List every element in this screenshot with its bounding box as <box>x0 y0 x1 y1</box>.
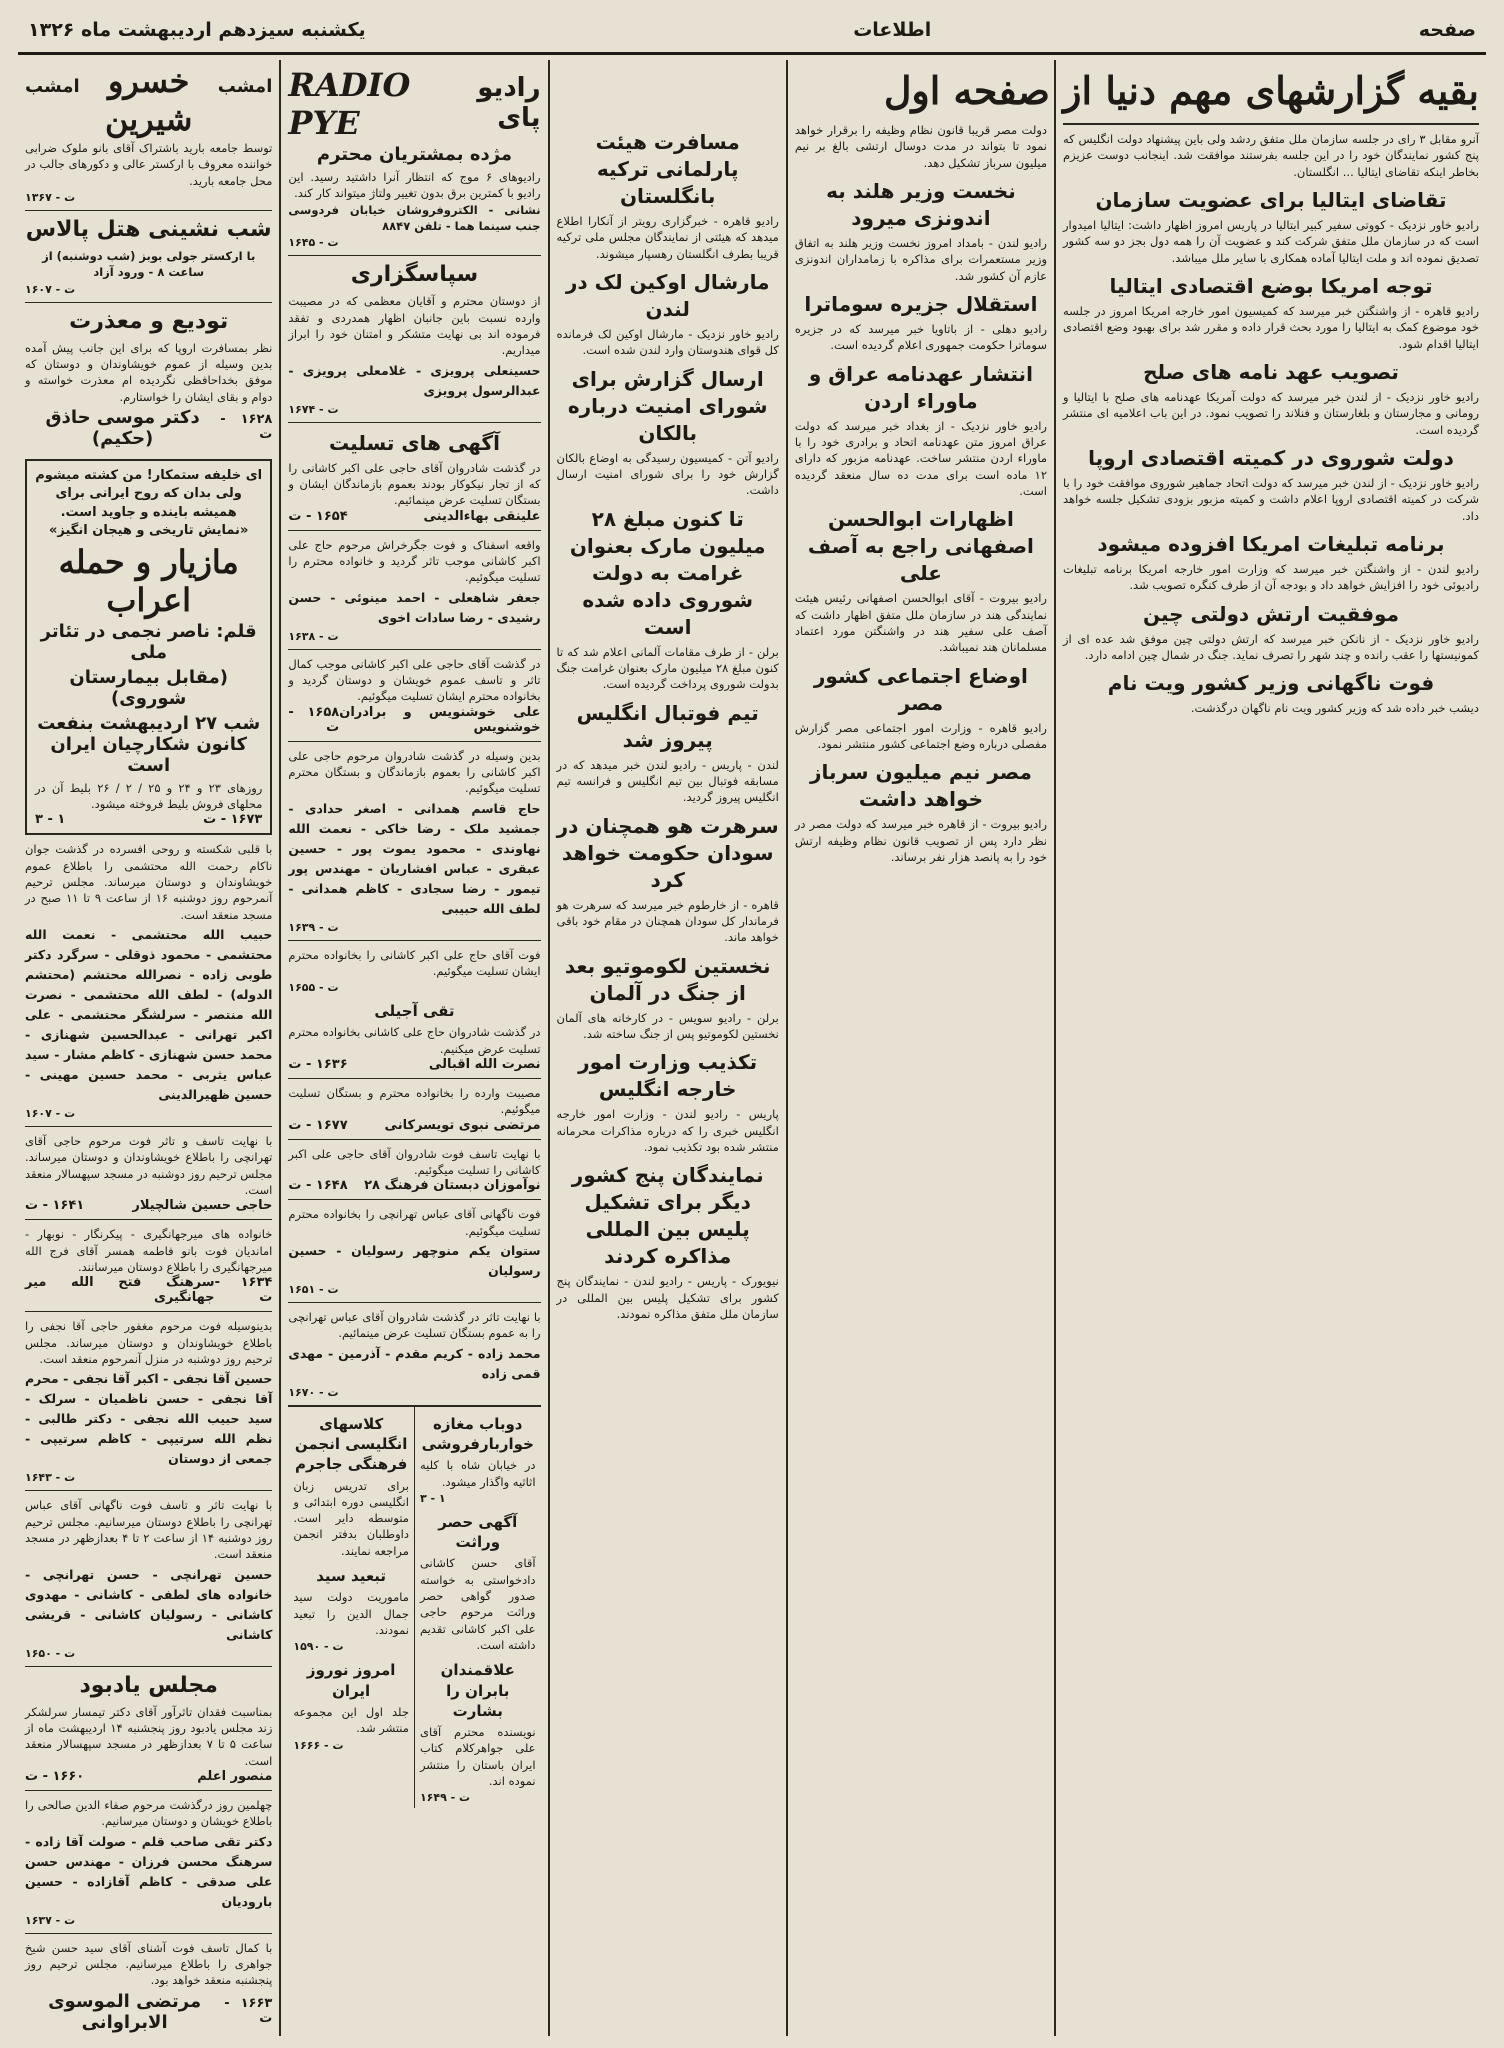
play-ad-body: توسط جامعه بارید باشتراک آقای بانو ملوک ضرابی خواننده معروف با ارکستر عالی و دکورهای جالب در محل جامعه بارید. <box>24 141 273 188</box>
ad-code: ۱۶۳۹ - ت <box>288 920 339 934</box>
small-ad-body: جلد اول این مجموعه منتشر شد. <box>293 1704 409 1736</box>
divider <box>25 1790 272 1791</box>
divider <box>288 649 540 650</box>
news-body: رادیو لندن - بامداد امروز نخست وزیر هلند به اتفاق وزیر مستعمرات برای مذاکره با زمامداران اندونزی عازم آن کشور شد. <box>794 235 1047 283</box>
condolence-names: حبیب الله محتشمی - نعمت الله محتشمی - محمود ذوقلی - سرگرد دکتر طوبی زاده - نصرالله محتشم (محتشم الدوله) - لطف الله محتشمی - نصرت الله منتصر - سرلشگر محتشمی - علی اکبر تهرانی - عبدالحسین شهنازی - محمد حسن شهنازی - کاظم مشار - سید عباس یثربی - محمد حسین مهینی - حسین ظهیرالدینی <box>24 927 273 1103</box>
play-footer <box>35 812 262 827</box>
play-date: شب ۲۷ اردیبهشت بنفعت کانون شکارچیان ایران است <box>37 712 261 776</box>
lead-paragraph: دولت مصر قریبا قانون نظام وظیفه را برقرار خواهد نمود تا بتواند در مدت دوسال ارتشی بالغ بر نیم میلیون سرباز تشکیل دهد. <box>794 123 1047 170</box>
world-news-column-middle <box>788 60 1056 2036</box>
ad-code: ۱۶۰۷ - ت <box>24 1107 76 1121</box>
small-ad-body: آقای حسن کاشانی دادخواستی به خواسته صدور گواهی حصر وراثت مرحوم حاجی علی اکبر کاشانی تقدیم داشته است. <box>419 1556 536 1653</box>
divider <box>25 302 272 303</box>
condolence-footer <box>288 1178 540 1193</box>
ad-code: ۱۶۵۴ - ت <box>288 508 348 524</box>
play-body: روزهای ۲۳ و ۲۴ و ۲۵ / ۲ / ۲۶ بلیط آن در محلهای فروش بلیط فروخته میشود. <box>34 780 263 812</box>
tonight-label: امشب <box>24 76 80 97</box>
condolence-section-heading: آگهی های تسلیت <box>329 430 500 455</box>
news-body: رادیو قاهره - از واشنگتن خبر میرسد که کمیسیون امور خارجه امریکا امروز در جلسه خود موضوع کمک به ایتالیا را مورد بحث قرار داده و مقرر شد برای بهبود وضع اقتصادی ایتالیا اقدام شود. <box>1063 303 1479 351</box>
news-headline: نخستین لکوموتیو بعد از جنگ در آلمان <box>564 953 771 1005</box>
news-headline: مسافرت هیئت پارلمانی ترکیه بانگلستان <box>595 130 740 208</box>
divider <box>25 1490 272 1491</box>
news-headline: تا کنون مبلغ ۲۸ میلیون مارک بعنوان غرامت به دولت شوروی داده شده است <box>569 506 766 639</box>
news-headline: موفقیت ارتش دولتی چین <box>1143 601 1399 626</box>
condolence-footer <box>25 1198 272 1213</box>
news-body: رادیو خاور نزدیک - کووتی سفیر کبیر ایتالیا در پاریس امروز اظهار داشت: ایتالیا امیدوار است که در سازمان ملل متفق شرکت کند و عضویت آن را همه دول بجز دو سه کشور تصدیق نموده اند و ملت ایتالیا آماده همکاری با سایر ملل میباشد. <box>1063 217 1479 265</box>
world-news-column-left <box>550 60 788 2036</box>
divider <box>25 1126 272 1127</box>
ad-code: ۱۶۷۰ - ت <box>288 1385 339 1399</box>
condolence-names: ستوان یکم منوچهر رسولیان - حسین رسولیان <box>288 1243 541 1279</box>
condolence-body: فوت ناگهانی آقای عباس تهرانچی را بخانواده محترم تسلیت میگوئیم. <box>288 1207 541 1238</box>
hotel-palace-body: با ارکستر جولی بوبز (شب دوشنبه) از ساعت ۸ - ورود آزاد <box>42 248 256 280</box>
small-ad-body: در خیابان شاه با کلیه اثاثیه واگذار میشود. <box>419 1458 536 1489</box>
thanks-body: از دوستان محترم و آقایان معظمی که در مصیبت وارده نسبت باین جانبان اظهار همدردی و تفقد فرموده اند بی نهایت متشکر و امتنان خود را ابراز میداریم. <box>288 294 541 358</box>
memorial-body: بمناسبت فقدان تاثرآور آقای دکتر تیمسار سرلشکر زند مجلس یادبود روز پنجشنبه ۱۴ اردیبهشت ماه از ساعت ۵ تا ۷ بعدازظهر در مسجد سپهسالار منعقد است. <box>24 1704 273 1768</box>
condolence-body: مصیبت وارده را بخانواده محترم و بستگان تسلیت میگوئیم. <box>288 1086 541 1117</box>
condolence-footer <box>25 1275 272 1305</box>
hotel-palace-heading: شب نشینی هتل پالاس <box>25 216 272 242</box>
condolence-footer <box>288 705 540 735</box>
divider <box>288 1139 540 1140</box>
tonight-label: امشب <box>217 76 273 97</box>
ad-code: ۱۶۵۰ - ت <box>24 1646 76 1660</box>
ad-code: ۱۶۰۷ - ت <box>24 282 76 296</box>
news-headline: سرهرت هو همچنان در سودان حکومت خواهد کرد <box>556 813 779 892</box>
news-headline: تیم فوتبال انگلیس پیروز شد <box>576 700 759 752</box>
ad-code: ۱۶۴۸ - ت <box>288 1178 348 1194</box>
play-ad-header <box>25 60 272 140</box>
news-headline: توجه امریکا بوضع اقتصادی ایتالیا <box>1109 273 1433 298</box>
divider <box>288 255 540 256</box>
divider <box>288 530 540 531</box>
divider <box>25 1219 272 1220</box>
lead-paragraph: آنرو مقابل ۳ رای در جلسه سازمان ملل متفق ردشد ولی باین پیشنهاد دولت انگلیس که پنج کشور نمایندگان خود را در این جلسه بفرستند موافقت شد. اینجانب دوست عزیزم بخاطر اینکه تقاضای ایتالیا ... انگلستان. <box>1063 132 1480 179</box>
farewell-footer <box>25 405 272 453</box>
news-headline: مارشال اوکین لک در لندن <box>565 269 770 321</box>
news-body: برلن - از طرف مقامات آلمانی اعلام شد که تا کنون مبلغ ۲۸ میلیون مارک بعنوان غرامت جنگ بدولت شوروی پرداخت گردیده است. <box>556 644 779 692</box>
small-ad-heading: امروز نوروز ایران <box>306 1661 396 1700</box>
news-body: برلن - رادیو سویس - در کارخانه های آلمان نخستین لکوموتیو پس از جنگ ساخته شد. <box>556 1010 779 1041</box>
small-ad-heading: کلاسهای انگلیسی انجمن فرهنگی جاجرم <box>294 1414 408 1474</box>
ads-column <box>281 60 549 2036</box>
thanks-names: حسینعلی پرویزی - غلامعلی پرویزی - عبدالرسول پرویزی <box>288 362 541 398</box>
condolence-body: با نهایت تاثر در گذشت شادروان آقای عباس تهرانچی را به عموم بستگان تسلیت عرض مینمائیم. <box>288 1310 541 1341</box>
ad-code: ۱۶۳۶ - ت <box>288 1057 348 1073</box>
divider <box>25 1311 272 1312</box>
ad-code: ۱۵۹۰ - ت <box>293 1640 344 1654</box>
radio-ad-address: نشانی - الکتروفروشان خیابان فردوسی جنب سینما هما - تلفن ۸۸۴۷ <box>288 202 541 233</box>
condolence-body: در گذشت آقای حاجی علی اکبر کاشانی موجب کمال تاثر و تاسف عموم خویشان و دوستان گردید و بخانواده محترم ایشان تسلیت میگوئیم. <box>288 656 541 704</box>
condolence-signature: مرتضی الموسوی الابراوانی <box>48 1990 202 2033</box>
news-body: دیشب خبر داده شد که وزیر کشور ویت نام ناگهان درگذشت. <box>1190 701 1479 716</box>
divider <box>288 1078 540 1079</box>
news-body: رادیو قاهره - وزارت امور اجتماعی مصر گزارش مفصلی درباره وضع اجتماعی کشور منتشر نمود. <box>794 720 1047 751</box>
divider <box>288 940 540 941</box>
small-ad-heading: علاقمندان بابران را بشارت <box>440 1661 515 1720</box>
condolence-names: محمد زاده - کریم مقدم - آذرمین - مهدی قمی زاده <box>288 1345 541 1381</box>
farewell-heading: تودیع و معذرت <box>69 308 229 334</box>
condolence-body: با نهایت تاسف فوت شادروان آقای حاجی علی اکبر کاشانی را تسلیت میگوئیم. <box>288 1146 541 1178</box>
ad-code: ۱۶۶۳ - ت <box>224 1995 273 2026</box>
news-body: رادیو بیروت - از قاهره خبر میرسد که دولت مصر در نظر دارد پس از تصویب قانون نظام وظیفه ارتش خود را به پانصد هزار نفر برساند. <box>794 817 1047 864</box>
condolence-body: با نهایت تاسف و تاثر فوت مرحوم حاجی آقای تهرانچی را باطلاع خویشاوندان و دوستان میرساند. مجلس ترحیم روز دوشنبه در مسجد سپهسالار منعقد است. <box>24 1134 273 1198</box>
condolence-body: با کمال تاسف فوت آشنای آقای سید حسن شیخ جواهری را باطلاع میرسانیم. مجلس ترحیم روز پنجشنبه منعقد خواهد بود. <box>24 1940 273 1988</box>
news-body: لندن - پاریس - رادیو لندن خبر میدهد که در مسابقه فوتبال بین تیم انگلیس و فرانسه تیم انگلیس پیروز گردید. <box>556 757 779 805</box>
farewell-signature: دکتر موسی حاذق (حکیم) <box>45 406 200 449</box>
radio-pye-persian: رادیو پای <box>477 73 541 133</box>
ad-code: ۱۶۷۷ - ت <box>288 1117 348 1133</box>
page-label: صفحه <box>1418 19 1476 41</box>
news-headline: استقلال جزیره سوماترا <box>804 291 1038 316</box>
news-body: رادیو خاور نزدیک - مارشال اوکین لک فرمانده کل قوای هندوستان وارد لندن شده است. <box>556 326 779 358</box>
news-headline: اوضاع اجتماعی کشور مصر <box>813 663 1028 715</box>
condolence-footer <box>288 1057 540 1072</box>
play-title-maziar: مازیار و حمله اعراب <box>58 542 239 619</box>
ad-code: ۱۶۵۵ - ت <box>288 981 339 995</box>
divider <box>288 1199 540 1200</box>
small-ad-body: برای تدریس زبان انگلیسی دوره ابتدائی و متوسطه دایر است. داوطلبان بدفتر انجمن مراجعه نمایند. <box>293 1478 409 1558</box>
ad-code: ۱۶۶۶ - ت <box>293 1738 344 1752</box>
ad-code: ۱۳۶۷ - ت <box>24 190 76 204</box>
thanks-heading: سپاسگزاری <box>350 262 479 288</box>
farewell-body: نظر بمسافرت اروپا که برای این جانب پیش آمده بدین وسیله از عموم خویشاوندان و دوستان که موفق بخداحافظی نگردیده ام معذرت خواسته و دوام و بقای ایشان را خواستارم. <box>24 340 273 404</box>
condolence-signature: سرهنگ فتح الله میر جهانگیری <box>24 1275 215 1306</box>
small-ad-heading: تبعید سید <box>316 1567 387 1586</box>
news-body: رادیو خاور نزدیک - از لندن خبر میرسد که دولت اتحاد جماهیر شوروی موافقت خود را با شرکت در کمیته اقتصادی اروپا اعلام داشت و کمیته مزبور بزودی تشکیل جلسه خواهد داد. <box>1063 475 1479 523</box>
news-body: پاریس - رادیو لندن - وزارت امور خارجه انگلیس خبری را که درباره مذاکرات محرمانه منتشر شده بود تکذیب نمود. <box>556 1107 779 1154</box>
condolence-names: حسین آقا نجفی - اکبر آقا نجفی - محرم آقا نجفی - حسن ناظمیان - سرلک - سید حبیب الله نجفی - دکتر طالبی - نظم الله سرتیپی - کاظم سرتیپی - جمعی از دوستان <box>24 1371 273 1467</box>
condolence-body: در گذشت شادروان حاج علی کاشانی بخانواده محترم تسلیت عرض میکنیم. <box>288 1025 541 1056</box>
paper-name: اطلاعات <box>853 19 932 41</box>
news-headline: انتشار عهدنامه عراق و ماوراء اردن <box>808 361 1033 413</box>
news-headline: نمایندگان پنج کشور دیگر برای تشکیل پلیس بین المللی مذاکره کردند <box>571 1163 764 1269</box>
memorial-signature: منصور اعلم <box>197 1768 273 1784</box>
condolence-body: بدینوسیله فوت مرحوم مغفور حاجی آقا نجفی را باطلاع خویشاوندان و دوستان میرساند. مجلس ترحیم روز دوشنبه در منزل آنمرحوم منعقد است. <box>24 1319 273 1367</box>
condolence-signature: علی خوشنویس و برادران خوشنویس <box>339 704 541 735</box>
divider <box>288 741 540 742</box>
radio-ad-subtitle: مژده بمشتریان محترم <box>316 144 513 165</box>
memorial-heading: مجلس یادبود <box>79 1672 218 1698</box>
news-body: رادیو خاور نزدیک - از لندن خبر میرسد که دولت آمریکا عهدنامه های صلح با ایتالیا و رومانی و مجارستان و بلغارستان و فنلاند را تصویب نمود. در این باب اعلامیه ای منتشر گردیده است. <box>1063 389 1479 437</box>
news-body: رادیو لندن - از واشنگتن خبر میرسد که وزارت امور خارجه امریکا برنامه تبلیغات رادیوئی خود را افزایش خواهد داد و بودجه آن از طرف کنگره تصویب شد. <box>1063 561 1479 593</box>
condolence-body: واقعه اسفناک و فوت جگرخراش مرحوم حاج علی اکبر کاشانی موجب تاثر گردید و خانواده محترم را تسلیت میگوئیم. <box>288 537 541 585</box>
memorial-footer <box>25 1769 272 1784</box>
play-intro: ای خلیفه ستمکار! من کشته میشوم ولی بدان که روح ایرانی برای همیشه باینده و جاوید است. «نمایش تاریخی و هیجان انگیز» <box>35 467 263 539</box>
small-ads-row <box>288 1405 540 1809</box>
divider <box>288 1302 540 1303</box>
news-headline: تکذیب وزارت امور خارجه انگلیس <box>578 1050 758 1102</box>
news-headline: ارسال گزارش برای شورای امنیت درباره بالکان <box>567 366 768 445</box>
condolence-signature: حاجی حسین شالچیلار <box>132 1198 273 1214</box>
news-body: رادیو خاور نزدیک - از بغداد خبر میرسد که دولت عراق امروز متن عهدنامه اتحاد و برادری خود را با ماوراء اردن منتشر ساخت. عهدنامه مزبور که دارای ۱۲ ماده است برای مدت ده سال منعقد گردیده است. <box>794 418 1047 498</box>
small-ad-heading: دوباب مغازه خواربارفروشی <box>421 1414 534 1453</box>
news-body: رادیو بیروت - آقای ابوالحسن اصفهانی رئیس هیئت نمایندگی هند در سازمان ملل متفق اظهار داشت که آصف علی سفیر هند در واشنگتن مورد اعتماد مسلمانان هند نمیباشد. <box>794 591 1047 655</box>
condolence-names: حاج قاسم همدانی - اصغر حدادی - جمشید ملک - رضا خاکی - نعمت الله نهاوندی - محمود یموت پور - حسین عبقری - عباس افشاریان - مهندس پور تیمور - رضا سجادی - کاظم همدانی - لطف الله حبیبی <box>288 800 541 916</box>
small-ad <box>288 1407 415 1809</box>
divider <box>25 210 272 211</box>
condolence-body: در گذشت شادروان آقای حاجی علی اکبر کاشانی را که از تجار نیکوکار بودند بعموم بازماندگان ایشان و بستگان تسلیت عرض مینمائیم. <box>288 460 541 508</box>
news-headline: اظهارات ابوالحسن اصفهانی راجع به آصف علی <box>807 507 1034 586</box>
radio-pye-ad-header <box>288 66 540 142</box>
small-ad-heading: آگهی حصر وراثت <box>438 1512 518 1552</box>
condolence-footer <box>288 509 540 524</box>
news-headline: نخست وزیر هلند به اندونزی میرود <box>826 178 1016 230</box>
ad-code: ۱۶۵۱ - ت <box>288 1283 339 1297</box>
condolence-body: بدین وسیله در گذشت شادروان مرحوم حاجی علی اکبر کاشانی را بعموم بازماندگان و بستگان محترم تسلیت میگوئیم. <box>288 748 541 796</box>
divider <box>25 1666 272 1667</box>
small-ad-body: نویسنده محترم آقای علی جواهرکلام کتاب ایران باستان را منتشر نموده اند. <box>419 1725 536 1789</box>
divider <box>25 1933 272 1934</box>
radio-pye-logo: RADIO PYE <box>288 66 411 142</box>
news-headline: برنامه تبلیغات امریکا افزوده میشود <box>1097 531 1445 556</box>
condolence-signature: مرتضی نبوی تویسرکانی <box>384 1117 541 1133</box>
radio-ad-body: رادیوهای ۶ موج که انتظار آنرا داشتید رسید. این رادیو با کمترین برق بدون تغییر ولتاژ میتواند کار کند. <box>288 170 541 201</box>
condolence-body: با قلبی شکسته و روحی افسرده در گذشت جوان ناکام رحمت الله محتشمی را باطلاع عموم خویشاوندان و دوستان میرساند. مجلس ترحیم آنمرحوم روز دوشنبه ۱۶ از ساعت ۹ تا ۱۱ صبح در مسجد منعقد است. <box>24 842 273 922</box>
condolence-body: چهلمین روز درگذشت مرحوم صفاء الدین صالحی را باطلاع خویشان و دوستان میرسانیم. <box>24 1797 273 1829</box>
ad-code: ۱۶۴۳ - ت <box>24 1471 76 1485</box>
small-ad-body: ماموریت دولت سید جمال الدین را تبعید نمودند. <box>293 1590 409 1638</box>
condolence-footer <box>288 1118 540 1133</box>
play-title-khosrow-shirin: خسرو شیرین <box>104 62 193 138</box>
news-body: قاهره - از خارطوم خبر میرسد که سرهرت هو فرماندار کل سودان همچنان در مقام خود باقی خواهد ماند. <box>556 897 779 945</box>
divider <box>288 422 540 423</box>
ad-code: ۱ - ۳ <box>34 812 66 828</box>
issue-date: یکشنبه سیزدهم اردیبهشت ماه ۱۳۲۶ <box>28 19 366 41</box>
condolence-body: خانواده های میرجهانگیری - پیکرنگار - نوبهار - اماندیان فوت بانو فاطمه همسر آقای فرج الله میرجهانگیری را باطلاع دوستان میرسانند. <box>24 1227 273 1275</box>
condolence-signature: نوآموزان دبستان فرهنگ ۲۸ <box>364 1178 541 1194</box>
ad-code: ۱۶۴۹ - ت <box>419 1791 471 1805</box>
condolence-footer <box>25 1989 272 2037</box>
ad-code: ۱۶۷۳ - ت <box>203 812 263 828</box>
condolence-body: فوت آقای حاج علی اکبر کاشانی را بخانواده محترم ایشان تسلیت میگوئیم. <box>288 947 541 978</box>
condolence-names: جعفر شاهعلی - احمد مینوئی - حسن رشیدی - رضا سادات اخوی <box>288 589 541 625</box>
ad-code: ۱۶۳۷ - ت <box>24 1913 76 1927</box>
news-headline: تقاضای ایتالیا برای عضویت سازمان <box>1095 187 1447 212</box>
continued-news-banner: بقیه گزارشهای مهم دنیا از صفحه اول <box>1063 60 1479 125</box>
ad-code: ۱۶۲۸ - ت <box>220 411 273 442</box>
ad-code: ۳ - ۱ <box>419 1491 446 1505</box>
ad-code: ۱۶۷۴ - ت <box>288 402 339 416</box>
ad-code: ۱۶۳۸ - ت <box>288 629 339 643</box>
ad-code: ۱۶۶۰ - ت <box>24 1768 85 1784</box>
condolence-names: حسین تهرانچی - حسن تهرانچی - خانواده های لطفی - کاشانی - مهدوی کاشانی - رسولیان کاشانی - قریشی کاشانی <box>24 1566 273 1642</box>
small-ad <box>415 1407 541 1809</box>
ad-code: ۱۶۴۵ - ت <box>288 236 339 250</box>
news-body: رادیو دهلی - از باتاویا خبر میرسد که در جزیره سوماترا حکومت جمهوری اعلام گردیده است. <box>794 321 1047 353</box>
news-headline: فوت ناگهانی وزیر کشور ویت نام <box>1107 671 1435 696</box>
ad-code: ۱۶۳۴ - ت <box>214 1275 273 1306</box>
play-author: قلم: ناصر نجمی در تئاتر ملی <box>40 620 257 663</box>
masthead <box>18 8 1486 55</box>
notices-column <box>18 60 281 2036</box>
news-body: نیویورک - پاریس - رادیو لندن - نمایندگان پنج کشور برای تشکیل پلیس بین المللی در سازمان ملل متفق مذاکره نمودند. <box>556 1274 779 1321</box>
news-body: رادیو قاهره - خبرگزاری رویتر از آنکارا اطلاع میدهد که هیئتی از نمایندگان مجلس ملی ترکیه قریبا بطرف انگلستان رهسپار میشوند. <box>556 214 779 261</box>
play-maziar-ad <box>25 459 272 835</box>
columns <box>18 60 1486 2036</box>
news-body: رادیو آتن - کمیسیون رسیدگی به اوضاع بالکان گزارش خود را برای شورای امنیت ارسال داشت. <box>556 450 779 498</box>
news-body: رادیو خاور نزدیک - از نانکن خبر میرسد که ارتش دولتی چین موفق شد عده ای از کمونیستها را عقب رانده و چند شهر را تصرف نماید. جنگ در شمال چین ادامه دارد. <box>1063 631 1479 662</box>
condolence-signature: نصرت الله اقبالی <box>428 1057 541 1073</box>
condolence-signature: علینقی بهاءالدینی <box>423 508 541 524</box>
ad-code: ۱۶۴۱ - ت <box>24 1198 85 1214</box>
ad-code: ۱۶۵۸ - ت <box>288 704 340 735</box>
condolence-names: دکتر تقی صاحب قلم - صولت آقا زاده - سرهنگ محسن فرزان - مهندس حسن علی صدقی - کاظم آقازاده - حسین بارودیان <box>24 1833 273 1909</box>
condolence-signature: تقی آجیلی <box>374 1002 455 1021</box>
news-headline: تصویب عهد نامه های صلح <box>1143 359 1399 384</box>
news-headline: دولت شوروی در کمیته اقتصادی اروپا <box>1088 445 1454 470</box>
play-place: (مقابل بیمارستان شوروی) <box>69 666 228 709</box>
news-headline: مصر نیم میلیون سرباز خواهد داشت <box>809 760 1032 812</box>
condolence-body: با نهایت تاثر و تاسف فوت ناگهانی آقای عباس تهرانچی را باطلاع دوستان میرسانیم. مجلس ترحیم روز دوشنبه ۱۴ از ساعت ۲ تا ۴ بعدازظهر در مسجد منعقد است. <box>24 1498 273 1562</box>
